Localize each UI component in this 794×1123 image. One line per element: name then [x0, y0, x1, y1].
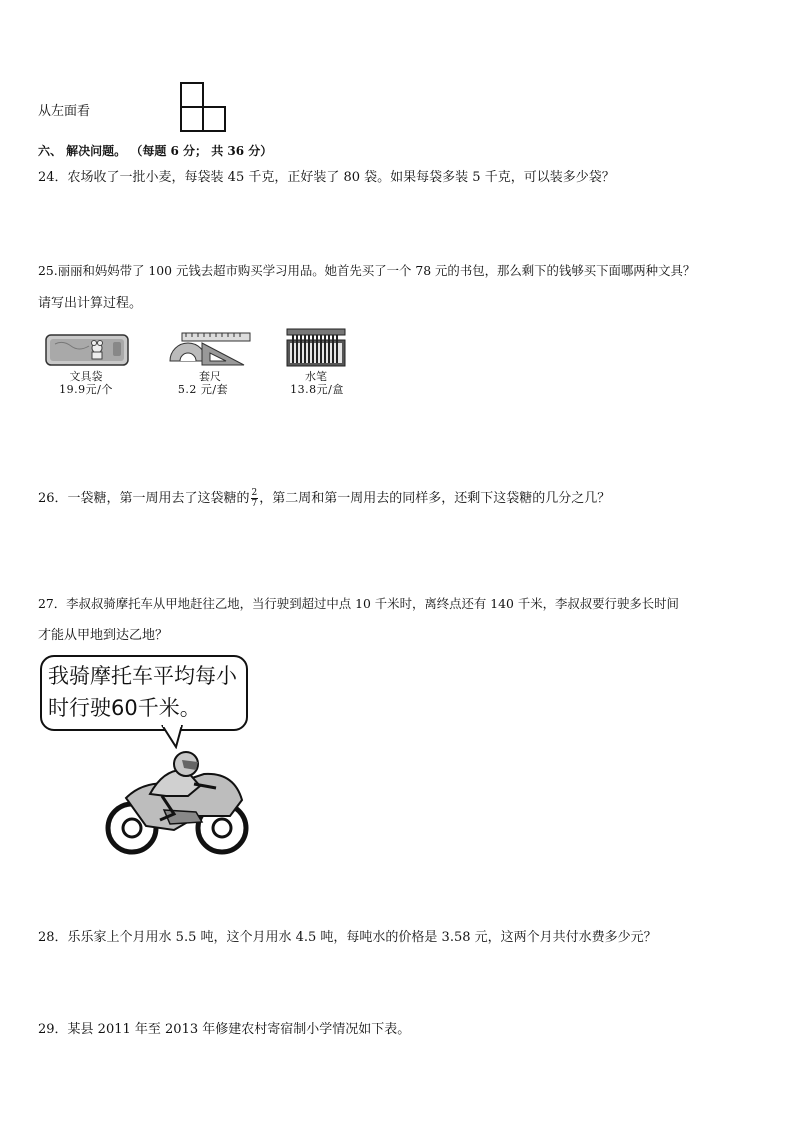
question-28: 28．乐乐家上个月用水 5.5 吨，这个月用水 4.5 吨，每吨水的价格是 3.58 元，这两个月共付水费多少元？ [38, 930, 657, 945]
item-name-3: 水笔 [305, 370, 327, 383]
item-price-2: 5.2 元/套 [177, 383, 229, 396]
question-26 [38, 487, 610, 509]
question-25-line2: 请写出计算过程。 [38, 296, 143, 311]
left-view-shape-icon [179, 81, 229, 135]
item-name-1: 文具袋 [69, 370, 103, 383]
question-26-before: 26．一袋糖，第一周用去了这袋糖的 [38, 491, 250, 506]
question-29: 29．某县 2011 年至 2013 年修建农村寄宿制小学情况如下表。 [38, 1022, 411, 1037]
ruler-set-icon [168, 331, 252, 369]
item-name-2: 套尺 [199, 370, 221, 383]
speech-bubble-text: 我骑摩托车平均每小时行驶60千米。 [48, 664, 237, 720]
view-label: 从左面看 [38, 104, 91, 119]
question-26-after: ，第二周和第一周用去的同样多，还剩下这袋糖的几分之几？ [259, 491, 611, 506]
speech-bubble-tail [160, 725, 190, 749]
fraction-numerator: 2 [251, 488, 258, 498]
question-24: 24．农场收了一批小麦，每袋装 45 千克，正好装了 80 袋。如果每袋多装 5 千克，可以装多少袋？ [38, 170, 615, 185]
section-title: 六、 解决问题。 （每题 6 分； 共 36 分） [38, 144, 273, 158]
question-25-line1: 25.丽丽和妈妈带了 100 元钱去超市购买学习用品。她首先买了一个 78 元的书包，那么剩下的钱够买下面哪两种文具？ [38, 263, 696, 278]
motorcycle-rider-icon [104, 750, 250, 856]
question-27-line2: 才能从甲地到达乙地？ [38, 628, 169, 643]
pen-box-icon [286, 328, 346, 368]
fraction-two-sevenths [251, 488, 259, 509]
item-price-1: 19.9元/个 [59, 383, 113, 396]
fraction-denominator: 7 [251, 499, 258, 509]
question-27-line1: 27．李叔叔骑摩托车从甲地赶往乙地，当行驶到超过中点 10 千米时，离终点还有 140 千米，李叔叔要行驶多长时间 [38, 596, 679, 611]
pencil-case-icon [45, 332, 129, 368]
item-price-3: 13.8元/盒 [290, 383, 344, 396]
